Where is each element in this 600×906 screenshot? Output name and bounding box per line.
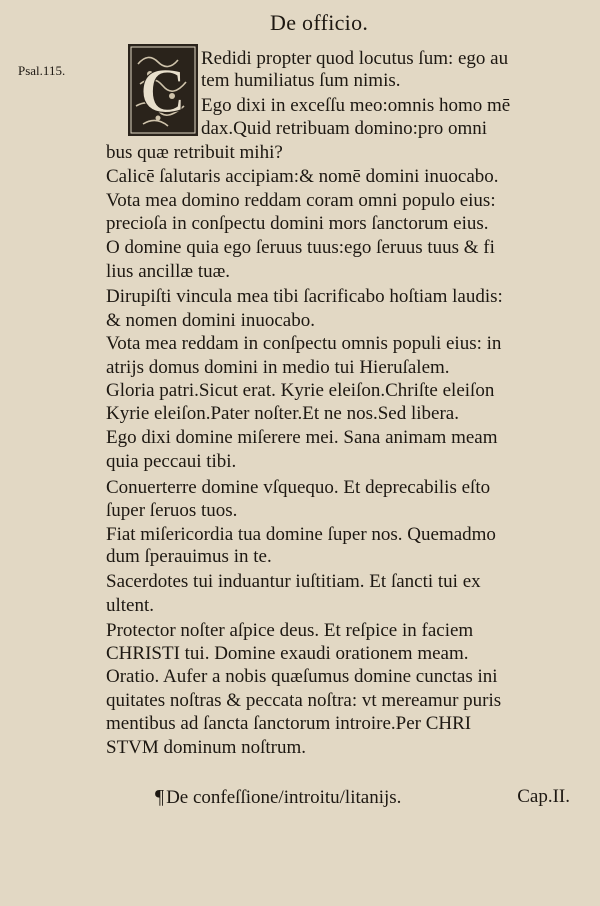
decorated-initial-icon <box>128 44 198 136</box>
text-line: Calicē ſalutaris accipiam:& nomē domini inuocabo. <box>106 166 499 187</box>
text-line: ſuper ſeruos tuos. <box>106 500 238 521</box>
text-line: dum ſperauimus in te. <box>106 546 272 567</box>
text-line: STVM dominum noſtrum. <box>106 737 307 758</box>
text-line: precioſa in conſpectu domini mors ſanctorum eius. <box>106 213 489 234</box>
text-line: atrijs domus domini in medio tui Hieruſalem. <box>106 357 450 378</box>
text-line: bus quæ retribuit mihi? <box>106 142 283 163</box>
text-line: lius ancillæ tuæ. <box>106 261 231 282</box>
text-line: Kyrie eleiſon.Pater noſter.Et ne nos.Sed libera. <box>106 403 459 424</box>
text-line: O domine quia ego ſeruus tuus:ego ſeruus tuus & fi <box>106 237 495 258</box>
marginal-note: Psal.115. <box>18 63 66 78</box>
text-line: quitates noſtras & peccata noſtra: vt mereamur puris <box>106 690 502 711</box>
text-line: Protector noſter aſpice deus. Et reſpice in faciem <box>106 620 474 641</box>
chapter-heading-text: De confeſſione/introitu/litanijs. <box>166 787 402 808</box>
pilcrow-icon: ¶ <box>155 786 165 808</box>
svg-text:C: C <box>139 55 187 126</box>
decorated-initial <box>128 44 198 136</box>
text-line: Vota mea reddam in conſpectu omnis populi eius: in <box>106 333 502 354</box>
text-line: dax.Quid retribuam domino:pro omni <box>201 118 488 139</box>
text-line: Oratio. Aufer a nobis quæſumus domine cunctas ini <box>106 666 498 687</box>
text-line: Redidi propter quod locutus ſum: ego au <box>201 48 509 69</box>
text-line: quia peccaui tibi. <box>106 451 237 472</box>
text-line: Vota mea domino reddam coram omni populo eius: <box>106 190 496 211</box>
text-line: CHRISTI tui. Domine exaudi orationem meam. <box>106 643 469 664</box>
text-line: Conuerterre domine vſquequo. Et deprecabilis eſto <box>106 477 491 498</box>
text-line: Gloria patri.Sicut erat. Kyrie eleiſon.Chriſte eleiſon <box>106 380 495 401</box>
text-line: tem humiliatus ſum nimis. <box>201 70 401 91</box>
chapter-number: Cap.II. <box>517 786 570 807</box>
text-line: & nomen domini inuocabo. <box>106 310 315 331</box>
text-line: Fiat miſericordia tua domine ſuper nos. Quemadmo <box>106 524 496 545</box>
text-line: Ego dixi in exceſſu meo:omnis homo mē <box>201 95 511 116</box>
text-line: ultent. <box>106 595 155 616</box>
text-line: Sacerdotes tui induantur iuſtitiam. Et ſancti tui ex <box>106 571 481 592</box>
text-line: Ego dixi domine miſerere mei. Sana animam meam <box>106 427 498 448</box>
chapter-heading <box>155 786 570 809</box>
text-line: Dirupiſti vincula mea tibi ſacrificabo hoſtiam laudis: <box>106 286 503 307</box>
running-head: De officio. <box>270 10 369 35</box>
text-line: mentibus ad ſancta ſanctorum introire.Per CHRI <box>106 713 472 734</box>
